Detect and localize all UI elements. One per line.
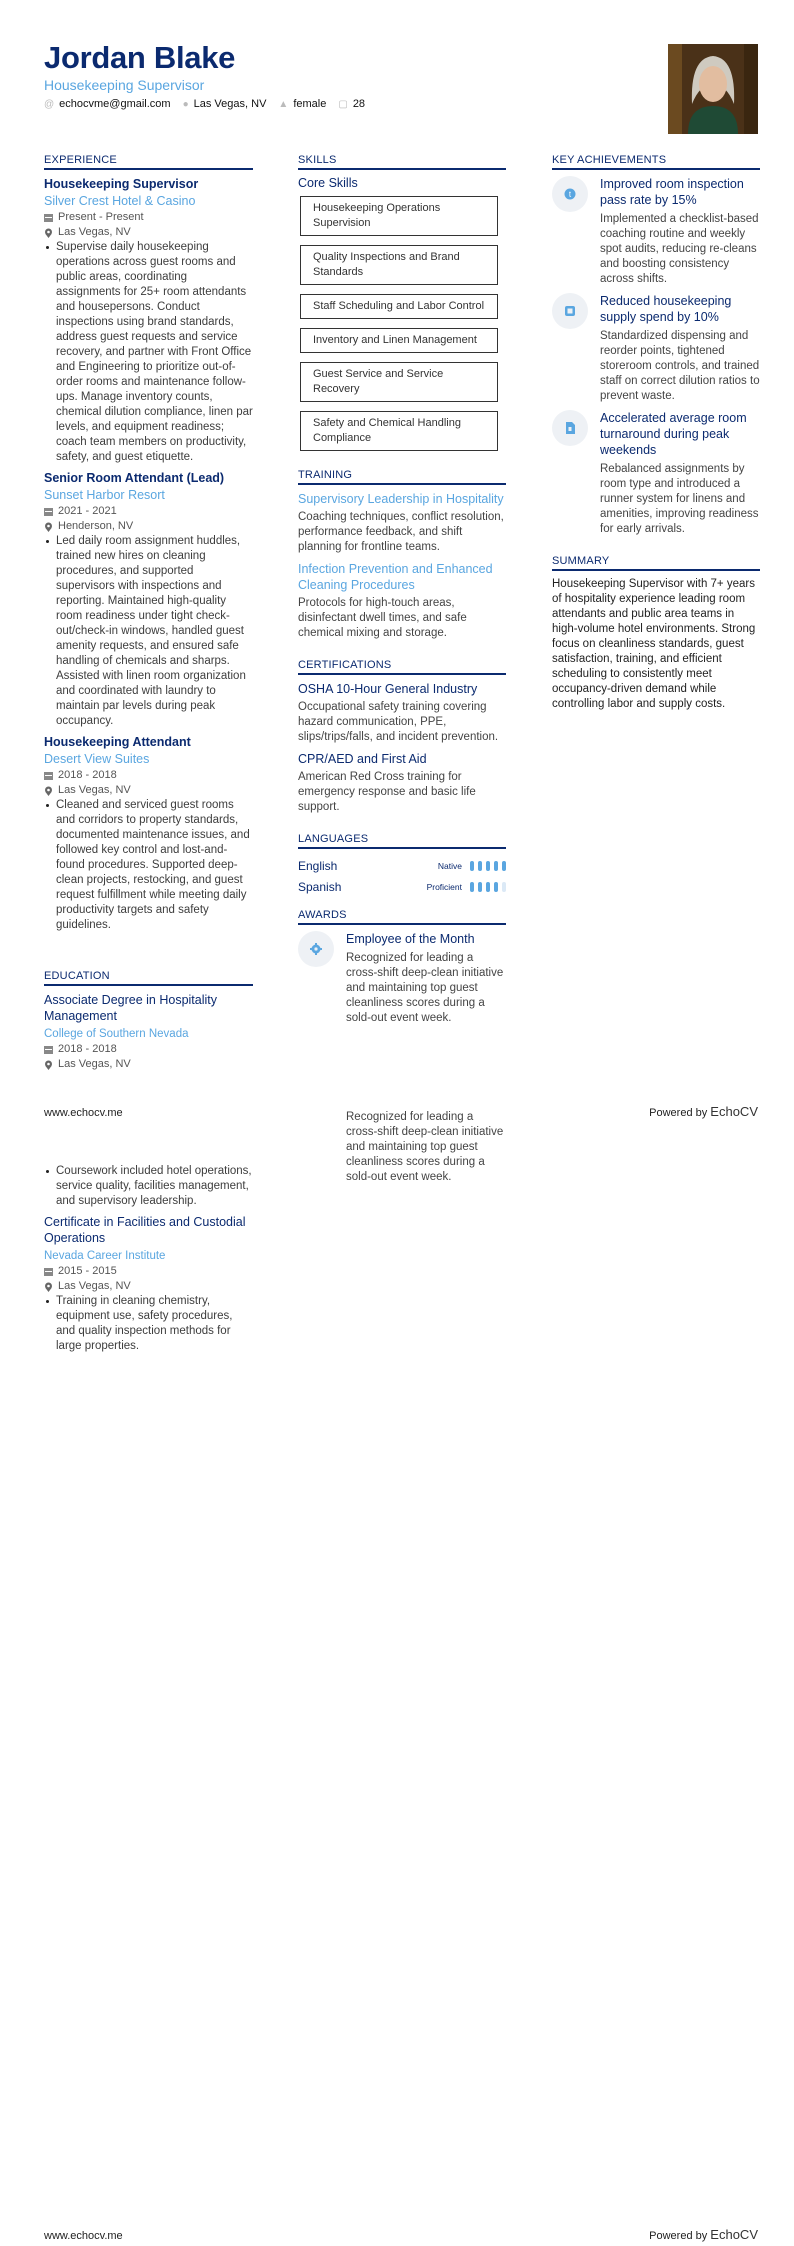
gear-icon — [298, 931, 334, 967]
skill-tag: Inventory and Linen Management — [300, 328, 498, 353]
calendar-icon — [44, 1045, 53, 1054]
language-level: Native — [437, 860, 462, 871]
certification-title: CPR/AED and First Aid — [298, 752, 427, 766]
achievement-title: Improved room inspection pass rate by 15% — [600, 177, 744, 207]
experience-heading: EXPERIENCE — [44, 154, 253, 170]
rating-pip — [502, 861, 506, 871]
degree-title: Certificate in Facilities and Custodial Operations — [44, 1215, 246, 1245]
location-pin-icon: ● — [182, 99, 189, 110]
company: Silver Crest Hotel & Casino — [44, 194, 196, 208]
summary-text: Housekeeping Supervisor with 7+ years of hospitality experience leading room attendants and public area teams in high-volume hotel environments. Strong focus on cleanliness standards, guest satisfaction, training, and efficient scheduling to consistently meet occupancy-driven demand while controlling labor and supply costs. — [552, 578, 756, 710]
middle-column — [298, 154, 506, 1025]
footer-site-link[interactable]: www.echocv.me — [44, 1107, 123, 1119]
award-title: Employee of the Month — [346, 932, 475, 946]
language-name: English — [298, 858, 338, 873]
contact-row — [44, 98, 365, 110]
achievement-title: Reduced housekeeping supply spend by 10% — [600, 294, 732, 324]
job-title: Housekeeping Attendant — [44, 735, 191, 749]
language-rating — [470, 882, 506, 892]
education-location: Las Vegas, NV — [58, 1280, 131, 1292]
skill-tag: Quality Inspections and Brand Standards — [300, 245, 498, 285]
achievement-item — [552, 293, 760, 404]
location-pin-icon — [44, 1060, 53, 1070]
skill-tag: Staff Scheduling and Labor Control — [300, 294, 498, 319]
calendar-icon: ▢ — [338, 99, 348, 110]
education-heading: EDUCATION — [44, 970, 253, 986]
awards-heading: AWARDS — [298, 909, 506, 925]
training-heading: TRAINING — [298, 469, 506, 485]
person-icon: ▲ — [278, 99, 289, 110]
location-pin-icon — [44, 228, 53, 238]
gender: female — [293, 98, 327, 110]
footer-brand[interactable]: EchoCV — [710, 2227, 758, 2242]
footer-powered: Powered by — [649, 1107, 708, 1119]
experience-item — [44, 470, 253, 729]
language-row — [298, 855, 506, 876]
calendar-icon — [44, 771, 53, 780]
rating-pip — [470, 861, 474, 871]
svg-text:t: t — [568, 190, 572, 199]
candidate-name: Jordan Blake — [44, 40, 236, 75]
job-bullet: Cleaned and serviced guest rooms and corridors to property standards, documented maintenance issues, and followed key control and lost-and-found procedures. Supported deep-clean projects, restocking, and guest request fulfillment while meeting daily productivity targets and safety guidelines. — [44, 798, 253, 933]
job-location: Henderson, NV — [58, 520, 134, 532]
rating-pip — [478, 882, 482, 892]
award-item — [298, 931, 506, 1024]
certification-desc: Occupational safety training covering hazard communication, PPE, slips/trips/falls, and incident prevention. — [298, 701, 499, 743]
right-column — [552, 154, 760, 712]
job-title: Housekeeping Supervisor — [44, 177, 199, 191]
skills-heading: SKILLS — [298, 154, 506, 170]
language-name: Spanish — [298, 879, 342, 894]
document-icon — [552, 410, 588, 446]
company: Sunset Harbor Resort — [44, 488, 165, 502]
award-desc: Recognized for leading a cross-shift deep-clean initiative and maintaining top guest cleanliness scores during a sold-out event week. — [346, 952, 504, 1024]
language-rating — [470, 861, 506, 871]
job-bullet: Supervise daily housekeeping operations across guest rooms and public areas, coordinating assignments for 25+ room attendants and housepersons. Conduct inspections using brand standards, address guest requests and service recovery, and partner with Front Office and Engineering to prioritize out-of-order rooms and maintenance follow-ups. Manage inventory counts, chemical dilution compliance, linen par levels, and equipment readiness; coach team members on productivity, safety, and guest etiquette. — [44, 240, 253, 465]
footer-powered: Powered by — [649, 2230, 708, 2242]
profile-photo — [668, 44, 758, 134]
location: Las Vegas, NV — [193, 98, 267, 110]
achievement-item — [552, 176, 760, 287]
achievement-title: Accelerated average room turnaround during peak weekends — [600, 411, 747, 457]
rating-pip — [470, 882, 474, 892]
chip-icon — [552, 293, 588, 329]
location-pin-icon — [44, 786, 53, 796]
training-title: Supervisory Leadership in Hospitality — [298, 492, 504, 506]
calendar-icon — [44, 1267, 53, 1276]
experience-item — [44, 734, 253, 933]
achievement-item — [552, 410, 760, 537]
award-desc-continued: Recognized for leading a cross-shift deep-clean initiative and maintaining top guest cleanliness scores during a sold-out event week. — [346, 1111, 504, 1183]
job-location: Las Vegas, NV — [58, 784, 131, 796]
education-dates: 2018 - 2018 — [58, 1043, 117, 1055]
job-title: Senior Room Attendant (Lead) — [44, 471, 225, 485]
school: College of Southern Nevada — [44, 1028, 189, 1040]
skill-tag: Safety and Chemical Handling Compliance — [300, 411, 498, 451]
email[interactable]: echocvme@gmail.com — [59, 98, 171, 110]
language-row — [298, 876, 506, 897]
certification-title: OSHA 10-Hour General Industry — [298, 682, 478, 696]
rating-pip — [486, 861, 490, 871]
calendar-icon — [44, 213, 53, 222]
footer-site-link[interactable]: www.echocv.me — [44, 2230, 123, 2242]
skill-tag: Housekeeping Operations Supervision — [300, 196, 498, 236]
certification-desc: American Red Cross training for emergency response and basic life support. — [298, 771, 476, 813]
rating-pip — [494, 861, 498, 871]
degree-title: Associate Degree in Hospitality Management — [44, 993, 217, 1023]
job-dates: Present - Present — [58, 211, 144, 223]
skill-tag: Guest Service and Service Recovery — [300, 362, 498, 402]
job-location: Las Vegas, NV — [58, 226, 131, 238]
skills-group: Core Skills — [298, 176, 358, 190]
achievement-desc: Implemented a checklist-based coaching routine and weekly spot audits, reducing re-cleans and boosting consistency across shifts. — [600, 213, 759, 285]
location-pin-icon — [44, 522, 53, 532]
education-section — [44, 970, 253, 1072]
candidate-title: Housekeeping Supervisor — [44, 77, 205, 93]
education-bullet: Coursework included hotel operations, service quality, facilities management, and supervisory leadership. — [44, 1164, 253, 1209]
achievement-desc: Rebalanced assignments by room type and introduced a runner system for linens and amenities, improving readiness for early arrivals. — [600, 463, 759, 535]
rating-pip — [486, 882, 490, 892]
training-desc: Protocols for high-touch areas, disinfectant dwell times, and safe chemical mixing and storage. — [298, 597, 467, 639]
job-bullet: Led daily room assignment huddles, trained new hires on cleaning procedures, and supported supervisors with inspections and reporting. Maintained high-quality room readiness under tight check-out/check-in windows, handled guest amenity requests, and ensured safe handling of chemicals and sharps. Assisted with linen room organization and coordinated with laundry to maintain par levels during peak occupancy. — [44, 534, 253, 729]
school: Nevada Career Institute — [44, 1250, 166, 1262]
education-location: Las Vegas, NV — [58, 1058, 131, 1070]
rating-pip — [494, 882, 498, 892]
at-icon: @ — [44, 99, 55, 110]
rating-pip — [478, 861, 482, 871]
page-footer — [44, 2227, 758, 2242]
calendar-icon — [44, 507, 53, 516]
education-dates: 2015 - 2015 — [58, 1265, 117, 1277]
left-column-continued — [44, 1164, 253, 1354]
training-desc: Coaching techniques, conflict resolution, performance feedback, and shift planning for frontline teams. — [298, 511, 504, 553]
achievements-heading: KEY ACHIEVEMENTS — [552, 154, 760, 170]
training-title: Infection Prevention and Enhanced Cleaning Procedures — [298, 562, 493, 592]
company: Desert View Suites — [44, 752, 150, 766]
left-column — [44, 154, 253, 951]
education-bullet: Training in cleaning chemistry, equipment use, safety procedures, and quality inspection methods for large properties. — [44, 1294, 253, 1354]
award-continued — [346, 1111, 506, 1185]
badge-icon — [552, 176, 588, 212]
footer-brand[interactable]: EchoCV — [710, 1104, 758, 1119]
job-dates: 2018 - 2018 — [58, 769, 117, 781]
achievement-desc: Standardized dispensing and reorder points, tightened storeroom controls, and trained staff on correct dilution ratios to prevent waste. — [600, 330, 760, 402]
rating-pip — [502, 882, 506, 892]
languages-heading: LANGUAGES — [298, 833, 506, 849]
job-dates: 2021 - 2021 — [58, 505, 117, 517]
location-pin-icon — [44, 1282, 53, 1292]
summary-heading: SUMMARY — [552, 555, 760, 571]
certifications-heading: CERTIFICATIONS — [298, 659, 506, 675]
language-level: Proficient — [426, 881, 462, 892]
resume-page-2 — [0, 1111, 794, 2246]
age: 28 — [352, 98, 366, 110]
experience-item — [44, 176, 253, 465]
